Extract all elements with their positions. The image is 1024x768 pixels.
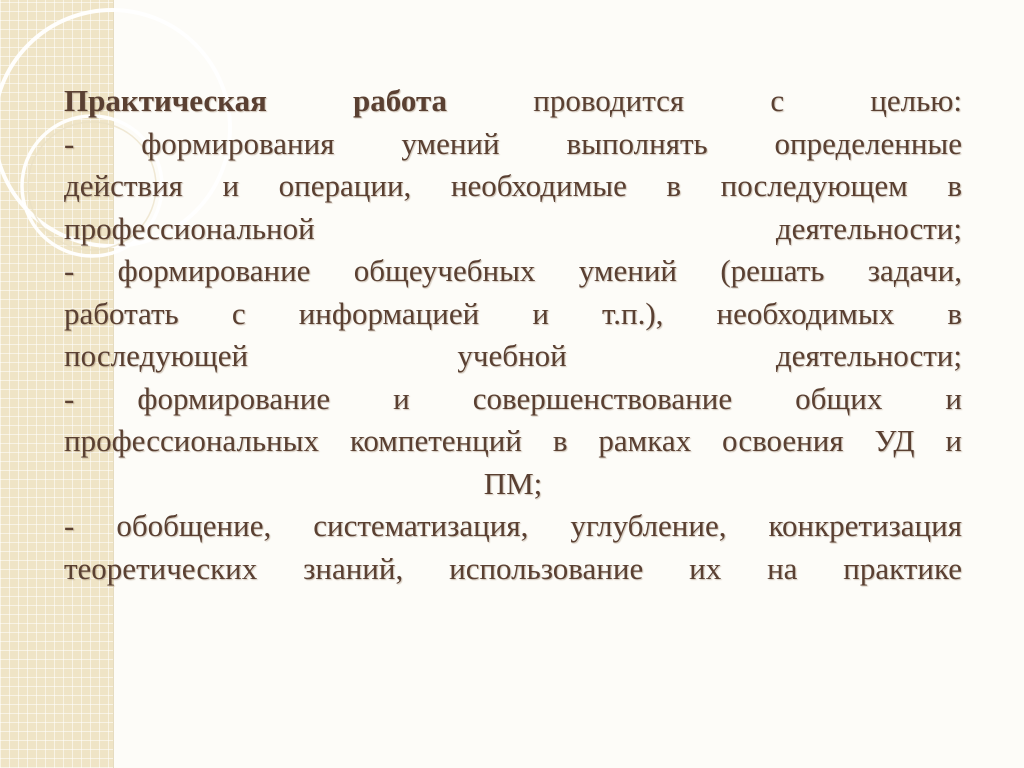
slide-body — [64, 80, 962, 590]
text-line-5: - формирование общеучебных умений (решать задачи, — [64, 253, 962, 288]
text-line-9: профессиональных компетенций в рамках освоения УД и — [64, 423, 962, 458]
text-line-6: работать с информацией и т.п.), необходимых в — [64, 295, 962, 331]
bold-lead: Практическая работа — [64, 83, 448, 118]
text-line-2: - формирования умений выполнять определенные — [64, 125, 962, 161]
text-line-12: теоретических знаний, использование их на практике — [64, 550, 962, 586]
text-line-8: - формирование и совершенствование общих и — [64, 380, 962, 416]
text-line-10: ПМ; — [483, 465, 543, 501]
lead-text: проводится с целью: — [447, 83, 962, 118]
text-line-4: профессиональной деятельности; — [64, 210, 962, 246]
text-line-3: действия и операции, необходимые в последующем в — [64, 168, 962, 203]
text-line-11: - обобщение, систематизация, углубление, конкретизация — [64, 508, 962, 543]
text-line-1 — [64, 80, 962, 123]
text-line-7: последующей учебной деятельности; — [64, 338, 962, 373]
